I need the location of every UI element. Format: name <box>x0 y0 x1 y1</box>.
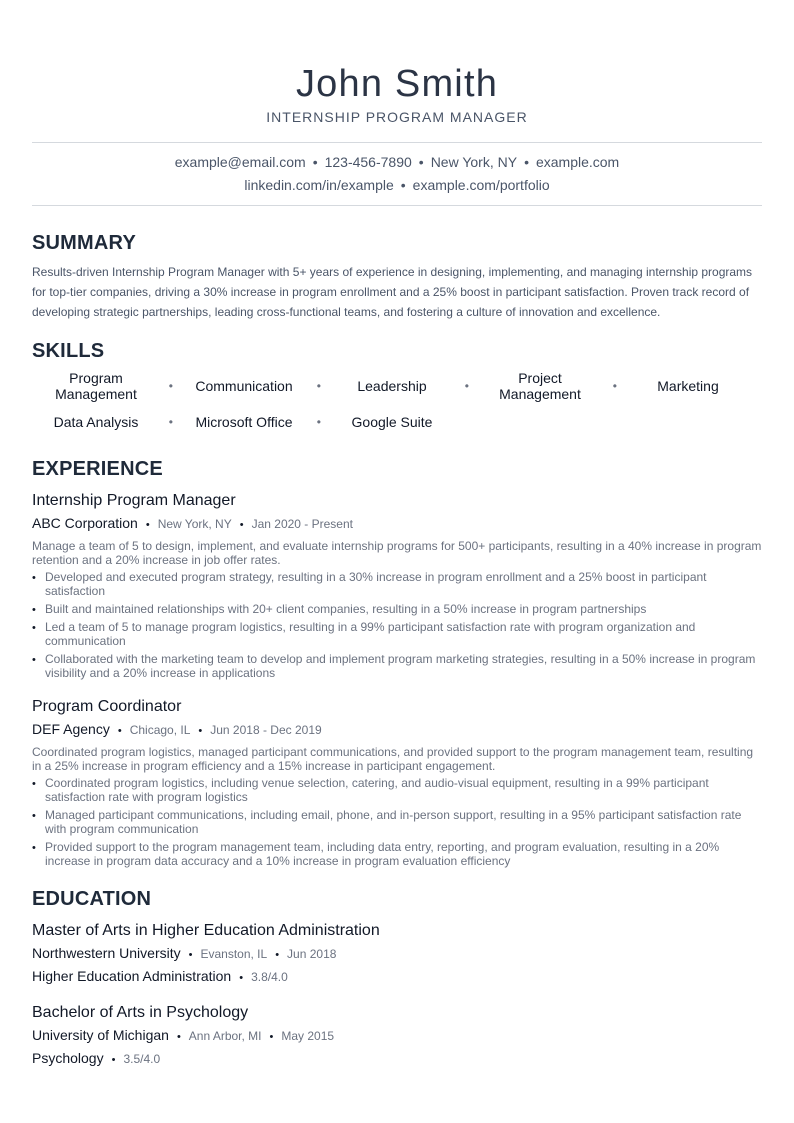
contact-location: New York, NY <box>430 154 518 170</box>
contact-phone[interactable]: 123-456-7890 <box>324 154 412 170</box>
bullet-separator: • <box>400 177 406 193</box>
candidate-role: INTERNSHIP PROGRAM MANAGER <box>266 109 528 125</box>
education-meta <box>32 943 762 965</box>
job-dates: Jun 2018 - Dec 2019 <box>210 723 322 737</box>
gpa: 3.5/4.0 <box>123 1052 161 1066</box>
bullet-separator: • <box>316 379 321 393</box>
bullet-separator: • <box>612 379 617 393</box>
skill-item <box>22 370 173 402</box>
job-bullets <box>32 776 762 868</box>
bullet-separator: • <box>239 972 244 984</box>
contact-line-2 <box>32 174 762 197</box>
education-meta <box>32 1025 762 1047</box>
job-bullet: • Managed participant communications, including email, phone, and in-person support, resulting in a 95% participant satisfaction rate with program communication <box>32 808 762 836</box>
contact-portfolio[interactable]: example.com/portfolio <box>412 177 550 193</box>
bullet-separator: • <box>188 949 193 961</box>
job-dates: Jan 2020 - Present <box>251 517 353 531</box>
bullet-separator: • <box>316 415 321 429</box>
job-bullet: • Built and maintained relationships with 20+ client companies, resulting in a 50% increase in program partnerships <box>32 602 762 616</box>
skill-item <box>466 370 617 402</box>
experience-heading: EXPERIENCE <box>32 458 163 480</box>
job-entry <box>32 696 762 868</box>
summary-heading: SUMMARY <box>32 232 136 254</box>
job-bullet: • Provided support to the program management team, including data entry, reporting, and program evaluation, resulting in a 20% increase in program data accuracy and a 10% increase in program evaluation efficiency <box>32 840 762 868</box>
school-name: Northwestern University <box>32 945 181 961</box>
skill-item <box>614 370 762 402</box>
bullet-separator: • <box>176 1031 181 1043</box>
degree-name: Bachelor of Arts in Psychology <box>32 1004 249 1021</box>
job-description: Manage a team of 5 to design, implement, and evaluate internship programs for 500+ participants, resulting in a 40% increase in program retention and a 20% increase in job offer rates. <box>32 539 762 567</box>
job-title: Program Coordinator <box>32 698 182 715</box>
job-location: Chicago, IL <box>129 723 191 737</box>
school-location: Evanston, IL <box>200 947 268 961</box>
skill-item <box>22 406 173 438</box>
job-location: New York, NY <box>157 517 232 531</box>
bullet-separator: • <box>524 154 529 170</box>
job-description: Coordinated program logistics, managed participant communications, and provided support to the program management team, resulting in a 25% increase in program efficiency and a 15% increase in participant engagement. <box>32 745 754 773</box>
skill-label: Communication <box>195 378 293 394</box>
education-entry <box>32 1002 762 1070</box>
skill-label: Leadership <box>357 378 427 394</box>
education-field-row <box>32 1048 762 1070</box>
skill-item <box>318 370 469 402</box>
job-bullets <box>32 570 762 680</box>
skill-label: Project Management <box>499 370 581 402</box>
skills-heading: SKILLS <box>32 340 105 362</box>
gpa: 3.8/4.0 <box>251 970 288 984</box>
bullet-separator: • <box>168 415 173 429</box>
job-meta <box>32 513 762 535</box>
contact-website[interactable]: example.com <box>535 154 620 170</box>
summary-text: Results-driven Internship Program Manager with 5+ years of experience in designing, implementing, and managing internship programs for top-tier companies, driving a 30% increase in program enrollment and a 25% boost in participant satisfaction. Proven track record of developing strategic partnerships, leading cross-functional teams, and fostering a culture of innovation and excellence. <box>32 265 753 319</box>
education-entry <box>32 920 762 988</box>
skill-label: Google Suite <box>351 414 433 430</box>
education-field-row <box>32 966 762 988</box>
job-company: ABC Corporation <box>32 515 138 531</box>
job-bullet: • Developed and executed program strategy, resulting in a 30% increase in program enrollment and a 25% boost in participant satisfaction <box>32 570 762 598</box>
contact-block <box>32 143 762 205</box>
bullet-separator: • <box>168 379 173 393</box>
bullet-separator: • <box>464 379 469 393</box>
contact-linkedin[interactable]: linkedin.com/in/example <box>244 177 394 193</box>
job-title: Internship Program Manager <box>32 492 236 509</box>
skills-grid <box>22 370 762 438</box>
job-bullet: • Collaborated with the marketing team to develop and implement program marketing strategies, resulting in a 50% increase in program visibility and a 20% increase in applications <box>32 652 762 680</box>
resume-page <box>32 0 762 1070</box>
job-entry <box>32 490 762 680</box>
resume-header <box>32 0 762 126</box>
skill-item <box>318 406 466 438</box>
graduation-date: Jun 2018 <box>287 947 337 961</box>
contact-divider <box>32 205 762 206</box>
school-name: University of Michigan <box>32 1027 169 1043</box>
bullet-separator: • <box>239 519 244 531</box>
skill-item <box>170 370 321 402</box>
field-of-study: Psychology <box>32 1050 104 1066</box>
bullet-separator: • <box>275 949 280 961</box>
graduation-date: May 2015 <box>281 1029 335 1043</box>
bullet-separator: • <box>145 519 150 531</box>
skill-label: Microsoft Office <box>195 414 293 430</box>
candidate-name: John Smith <box>295 63 499 105</box>
field-of-study: Higher Education Administration <box>32 968 232 984</box>
degree-name: Master of Arts in Higher Education Administration <box>32 922 380 939</box>
bullet-separator: • <box>418 154 424 170</box>
bullet-separator: • <box>198 725 203 737</box>
education-heading: EDUCATION <box>32 888 152 910</box>
contact-line-1 <box>32 151 762 174</box>
job-bullet: • Led a team of 5 to manage program logistics, resulting in a 99% participant satisfaction rate with program organization and communication <box>32 620 762 648</box>
skill-label: Marketing <box>657 378 719 394</box>
bullet-separator: • <box>117 725 122 737</box>
skill-label: Data Analysis <box>53 414 139 430</box>
contact-email[interactable]: example@email.com <box>174 154 306 170</box>
bullet-separator: • <box>111 1054 116 1066</box>
skill-item <box>170 406 321 438</box>
job-meta <box>32 719 762 741</box>
school-location: Ann Arbor, MI <box>188 1029 262 1043</box>
skill-label: Program Management <box>55 370 137 402</box>
bullet-separator: • <box>269 1031 274 1043</box>
job-bullet: • Coordinated program logistics, including venue selection, catering, and audio-visual equipment, resulting in a 99% participant satisfaction rate with program logistics <box>32 776 762 804</box>
job-company: DEF Agency <box>32 721 110 737</box>
bullet-separator: • <box>312 154 318 170</box>
